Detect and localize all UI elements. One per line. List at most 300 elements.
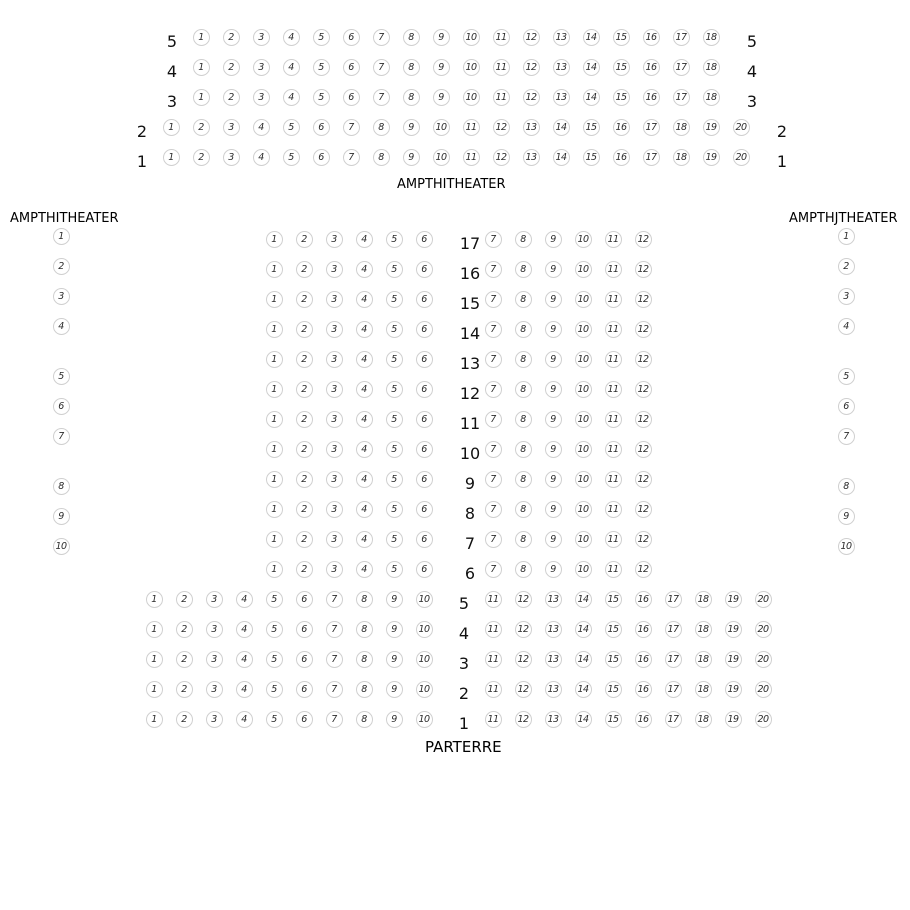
- parterre-seat[interactable]: 14: [575, 651, 592, 668]
- parterre-seat[interactable]: 13: [545, 621, 562, 638]
- amphitheater-seat[interactable]: 18: [703, 59, 720, 76]
- parterre-seat[interactable]: 5: [266, 621, 283, 638]
- parterre-seat[interactable]: 3: [206, 621, 223, 638]
- parterre-seat[interactable]: 2: [296, 561, 313, 578]
- amphitheater-seat[interactable]: 12: [493, 119, 510, 136]
- amphitheater-seat[interactable]: 15: [613, 29, 630, 46]
- parterre-seat[interactable]: 19: [725, 681, 742, 698]
- parterre-seat[interactable]: 11: [605, 441, 622, 458]
- parterre-seat[interactable]: 9: [545, 231, 562, 248]
- parterre-seat[interactable]: 5: [266, 651, 283, 668]
- amphitheater-seat[interactable]: 15: [583, 119, 600, 136]
- parterre-seat[interactable]: 5: [386, 561, 403, 578]
- parterre-seat[interactable]: 9: [386, 621, 403, 638]
- amphitheater-seat[interactable]: 3: [253, 59, 270, 76]
- parterre-seat[interactable]: 3: [326, 501, 343, 518]
- parterre-seat[interactable]: 12: [515, 651, 532, 668]
- parterre-seat[interactable]: 7: [326, 621, 343, 638]
- parterre-seat[interactable]: 2: [176, 711, 193, 728]
- parterre-seat[interactable]: 9: [545, 501, 562, 518]
- parterre-seat[interactable]: 8: [515, 441, 532, 458]
- parterre-seat[interactable]: 8: [356, 651, 373, 668]
- parterre-seat[interactable]: 20: [755, 621, 772, 638]
- amphitheater-seat[interactable]: 4: [283, 89, 300, 106]
- amphitheater-seat[interactable]: 10: [463, 59, 480, 76]
- parterre-seat[interactable]: 5: [386, 441, 403, 458]
- parterre-seat[interactable]: 6: [416, 441, 433, 458]
- parterre-seat[interactable]: 10: [575, 441, 592, 458]
- parterre-seat[interactable]: 11: [485, 651, 502, 668]
- parterre-seat[interactable]: 5: [386, 471, 403, 488]
- parterre-seat[interactable]: 9: [545, 291, 562, 308]
- amphitheater-seat[interactable]: 19: [703, 149, 720, 166]
- parterre-seat[interactable]: 4: [356, 231, 373, 248]
- parterre-seat[interactable]: 1: [266, 561, 283, 578]
- parterre-seat[interactable]: 3: [206, 711, 223, 728]
- amphitheater-seat[interactable]: 4: [253, 119, 270, 136]
- amphitheater-seat[interactable]: 16: [643, 29, 660, 46]
- parterre-seat[interactable]: 6: [416, 561, 433, 578]
- amphitheater-seat[interactable]: 17: [673, 29, 690, 46]
- amphitheater-side-seat-left[interactable]: 3: [53, 288, 70, 305]
- parterre-seat[interactable]: 18: [695, 621, 712, 638]
- parterre-seat[interactable]: 6: [416, 381, 433, 398]
- parterre-seat[interactable]: 4: [356, 381, 373, 398]
- amphitheater-seat[interactable]: 12: [523, 59, 540, 76]
- parterre-seat[interactable]: 10: [575, 291, 592, 308]
- parterre-seat[interactable]: 4: [356, 291, 373, 308]
- parterre-seat[interactable]: 4: [356, 531, 373, 548]
- parterre-seat[interactable]: 8: [515, 561, 532, 578]
- parterre-seat[interactable]: 11: [605, 381, 622, 398]
- parterre-seat[interactable]: 17: [665, 651, 682, 668]
- parterre-seat[interactable]: 4: [356, 261, 373, 278]
- parterre-seat[interactable]: 10: [575, 411, 592, 428]
- parterre-seat[interactable]: 12: [635, 351, 652, 368]
- amphitheater-seat[interactable]: 13: [553, 29, 570, 46]
- amphitheater-seat[interactable]: 19: [703, 119, 720, 136]
- amphitheater-seat[interactable]: 3: [223, 149, 240, 166]
- parterre-seat[interactable]: 11: [605, 231, 622, 248]
- amphitheater-seat[interactable]: 14: [583, 59, 600, 76]
- parterre-seat[interactable]: 3: [326, 561, 343, 578]
- amphitheater-seat[interactable]: 13: [523, 119, 540, 136]
- parterre-seat[interactable]: 13: [545, 591, 562, 608]
- parterre-seat[interactable]: 8: [515, 321, 532, 338]
- parterre-seat[interactable]: 5: [386, 381, 403, 398]
- amphitheater-seat[interactable]: 1: [163, 149, 180, 166]
- parterre-seat[interactable]: 12: [515, 711, 532, 728]
- amphitheater-seat[interactable]: 17: [673, 59, 690, 76]
- amphitheater-seat[interactable]: 7: [373, 59, 390, 76]
- parterre-seat[interactable]: 3: [206, 681, 223, 698]
- parterre-seat[interactable]: 7: [326, 651, 343, 668]
- amphitheater-seat[interactable]: 16: [613, 149, 630, 166]
- amphitheater-seat[interactable]: 8: [403, 29, 420, 46]
- parterre-seat[interactable]: 1: [146, 591, 163, 608]
- parterre-seat[interactable]: 12: [515, 621, 532, 638]
- parterre-seat[interactable]: 12: [635, 471, 652, 488]
- parterre-seat[interactable]: 6: [296, 711, 313, 728]
- parterre-seat[interactable]: 14: [575, 621, 592, 638]
- parterre-seat[interactable]: 7: [485, 411, 502, 428]
- amphitheater-seat[interactable]: 4: [283, 29, 300, 46]
- parterre-seat[interactable]: 5: [386, 531, 403, 548]
- parterre-seat[interactable]: 6: [296, 651, 313, 668]
- parterre-seat[interactable]: 9: [386, 651, 403, 668]
- parterre-seat[interactable]: 2: [296, 381, 313, 398]
- amphitheater-seat[interactable]: 10: [463, 89, 480, 106]
- parterre-seat[interactable]: 13: [545, 711, 562, 728]
- parterre-seat[interactable]: 20: [755, 711, 772, 728]
- parterre-seat[interactable]: 1: [266, 351, 283, 368]
- parterre-seat[interactable]: 2: [296, 291, 313, 308]
- parterre-seat[interactable]: 10: [416, 681, 433, 698]
- parterre-seat[interactable]: 2: [296, 501, 313, 518]
- parterre-seat[interactable]: 12: [635, 441, 652, 458]
- parterre-seat[interactable]: 1: [266, 291, 283, 308]
- parterre-seat[interactable]: 11: [605, 351, 622, 368]
- parterre-seat[interactable]: 8: [515, 231, 532, 248]
- parterre-seat[interactable]: 1: [266, 231, 283, 248]
- parterre-seat[interactable]: 8: [515, 261, 532, 278]
- parterre-seat[interactable]: 4: [356, 501, 373, 518]
- parterre-seat[interactable]: 7: [485, 531, 502, 548]
- amphitheater-side-seat-right[interactable]: 8: [838, 478, 855, 495]
- parterre-seat[interactable]: 6: [416, 471, 433, 488]
- amphitheater-seat[interactable]: 6: [313, 119, 330, 136]
- parterre-seat[interactable]: 9: [545, 441, 562, 458]
- parterre-seat[interactable]: 14: [575, 591, 592, 608]
- parterre-seat[interactable]: 10: [416, 591, 433, 608]
- parterre-seat[interactable]: 15: [605, 681, 622, 698]
- parterre-seat[interactable]: 16: [635, 591, 652, 608]
- amphitheater-side-seat-right[interactable]: 3: [838, 288, 855, 305]
- parterre-seat[interactable]: 12: [635, 561, 652, 578]
- parterre-seat[interactable]: 1: [266, 441, 283, 458]
- parterre-seat[interactable]: 17: [665, 681, 682, 698]
- parterre-seat[interactable]: 5: [266, 591, 283, 608]
- parterre-seat[interactable]: 18: [695, 651, 712, 668]
- amphitheater-seat[interactable]: 15: [583, 149, 600, 166]
- parterre-seat[interactable]: 10: [575, 531, 592, 548]
- parterre-seat[interactable]: 8: [515, 411, 532, 428]
- parterre-seat[interactable]: 18: [695, 681, 712, 698]
- parterre-seat[interactable]: 3: [326, 291, 343, 308]
- amphitheater-seat[interactable]: 12: [523, 29, 540, 46]
- amphitheater-seat[interactable]: 9: [403, 119, 420, 136]
- amphitheater-seat[interactable]: 12: [493, 149, 510, 166]
- amphitheater-seat[interactable]: 6: [313, 149, 330, 166]
- amphitheater-seat[interactable]: 1: [193, 59, 210, 76]
- parterre-seat[interactable]: 4: [236, 681, 253, 698]
- parterre-seat[interactable]: 1: [266, 381, 283, 398]
- parterre-seat[interactable]: 2: [176, 591, 193, 608]
- parterre-seat[interactable]: 18: [695, 591, 712, 608]
- parterre-seat[interactable]: 1: [266, 411, 283, 428]
- parterre-seat[interactable]: 6: [416, 291, 433, 308]
- parterre-seat[interactable]: 6: [296, 621, 313, 638]
- parterre-seat[interactable]: 1: [266, 531, 283, 548]
- parterre-seat[interactable]: 20: [755, 651, 772, 668]
- parterre-seat[interactable]: 12: [515, 591, 532, 608]
- parterre-seat[interactable]: 5: [386, 291, 403, 308]
- parterre-seat[interactable]: 11: [605, 291, 622, 308]
- parterre-seat[interactable]: 8: [515, 351, 532, 368]
- parterre-seat[interactable]: 4: [236, 651, 253, 668]
- parterre-seat[interactable]: 4: [236, 711, 253, 728]
- parterre-seat[interactable]: 8: [356, 711, 373, 728]
- parterre-seat[interactable]: 17: [665, 591, 682, 608]
- amphitheater-side-seat-right[interactable]: 6: [838, 398, 855, 415]
- parterre-seat[interactable]: 14: [575, 711, 592, 728]
- parterre-seat[interactable]: 2: [296, 321, 313, 338]
- parterre-seat[interactable]: 3: [326, 471, 343, 488]
- parterre-seat[interactable]: 2: [296, 351, 313, 368]
- amphitheater-seat[interactable]: 5: [313, 59, 330, 76]
- parterre-seat[interactable]: 16: [635, 711, 652, 728]
- amphitheater-side-seat-left[interactable]: 4: [53, 318, 70, 335]
- parterre-seat[interactable]: 9: [545, 411, 562, 428]
- amphitheater-seat[interactable]: 5: [283, 119, 300, 136]
- amphitheater-seat[interactable]: 18: [673, 119, 690, 136]
- parterre-seat[interactable]: 13: [545, 681, 562, 698]
- amphitheater-seat[interactable]: 12: [523, 89, 540, 106]
- amphitheater-seat[interactable]: 5: [283, 149, 300, 166]
- parterre-seat[interactable]: 9: [545, 561, 562, 578]
- parterre-seat[interactable]: 6: [416, 231, 433, 248]
- parterre-seat[interactable]: 12: [635, 381, 652, 398]
- amphitheater-seat[interactable]: 15: [613, 89, 630, 106]
- amphitheater-seat[interactable]: 11: [493, 89, 510, 106]
- parterre-seat[interactable]: 17: [665, 711, 682, 728]
- parterre-seat[interactable]: 7: [485, 351, 502, 368]
- amphitheater-side-seat-left[interactable]: 2: [53, 258, 70, 275]
- parterre-seat[interactable]: 2: [176, 621, 193, 638]
- amphitheater-seat[interactable]: 3: [253, 29, 270, 46]
- amphitheater-seat[interactable]: 10: [433, 149, 450, 166]
- parterre-seat[interactable]: 12: [635, 411, 652, 428]
- amphitheater-side-seat-right[interactable]: 4: [838, 318, 855, 335]
- amphitheater-side-seat-right[interactable]: 10: [838, 538, 855, 555]
- parterre-seat[interactable]: 11: [605, 501, 622, 518]
- parterre-seat[interactable]: 2: [296, 531, 313, 548]
- parterre-seat[interactable]: 9: [545, 471, 562, 488]
- parterre-seat[interactable]: 2: [176, 681, 193, 698]
- parterre-seat[interactable]: 1: [146, 621, 163, 638]
- amphitheater-seat[interactable]: 14: [583, 89, 600, 106]
- amphitheater-seat[interactable]: 10: [433, 119, 450, 136]
- parterre-seat[interactable]: 6: [416, 411, 433, 428]
- parterre-seat[interactable]: 7: [485, 291, 502, 308]
- parterre-seat[interactable]: 9: [545, 351, 562, 368]
- amphitheater-side-seat-left[interactable]: 6: [53, 398, 70, 415]
- amphitheater-seat[interactable]: 17: [643, 119, 660, 136]
- parterre-seat[interactable]: 12: [635, 291, 652, 308]
- amphitheater-seat[interactable]: 10: [463, 29, 480, 46]
- parterre-seat[interactable]: 5: [266, 681, 283, 698]
- amphitheater-seat[interactable]: 17: [643, 149, 660, 166]
- amphitheater-seat[interactable]: 16: [643, 59, 660, 76]
- parterre-seat[interactable]: 10: [416, 621, 433, 638]
- parterre-seat[interactable]: 1: [146, 651, 163, 668]
- amphitheater-seat[interactable]: 1: [193, 89, 210, 106]
- amphitheater-seat[interactable]: 9: [433, 89, 450, 106]
- parterre-seat[interactable]: 7: [326, 681, 343, 698]
- parterre-seat[interactable]: 1: [266, 471, 283, 488]
- amphitheater-seat[interactable]: 9: [433, 29, 450, 46]
- parterre-seat[interactable]: 15: [605, 621, 622, 638]
- parterre-seat[interactable]: 5: [386, 351, 403, 368]
- parterre-seat[interactable]: 10: [575, 381, 592, 398]
- parterre-seat[interactable]: 9: [386, 591, 403, 608]
- parterre-seat[interactable]: 9: [545, 531, 562, 548]
- amphitheater-seat[interactable]: 3: [223, 119, 240, 136]
- amphitheater-seat[interactable]: 7: [373, 89, 390, 106]
- parterre-seat[interactable]: 16: [635, 651, 652, 668]
- parterre-seat[interactable]: 11: [605, 411, 622, 428]
- parterre-seat[interactable]: 8: [515, 501, 532, 518]
- parterre-seat[interactable]: 5: [386, 231, 403, 248]
- parterre-seat[interactable]: 11: [605, 261, 622, 278]
- parterre-seat[interactable]: 10: [575, 321, 592, 338]
- amphitheater-seat[interactable]: 20: [733, 119, 750, 136]
- amphitheater-seat[interactable]: 6: [343, 89, 360, 106]
- amphitheater-side-seat-right[interactable]: 9: [838, 508, 855, 525]
- parterre-seat[interactable]: 10: [416, 711, 433, 728]
- parterre-seat[interactable]: 6: [296, 591, 313, 608]
- parterre-seat[interactable]: 8: [356, 681, 373, 698]
- parterre-seat[interactable]: 5: [386, 321, 403, 338]
- parterre-seat[interactable]: 4: [236, 621, 253, 638]
- amphitheater-side-seat-left[interactable]: 8: [53, 478, 70, 495]
- parterre-seat[interactable]: 2: [176, 651, 193, 668]
- amphitheater-seat[interactable]: 8: [373, 119, 390, 136]
- parterre-seat[interactable]: 8: [515, 471, 532, 488]
- amphitheater-side-seat-right[interactable]: 7: [838, 428, 855, 445]
- parterre-seat[interactable]: 6: [416, 321, 433, 338]
- parterre-seat[interactable]: 3: [326, 321, 343, 338]
- parterre-seat[interactable]: 7: [326, 711, 343, 728]
- parterre-seat[interactable]: 12: [635, 231, 652, 248]
- amphitheater-seat[interactable]: 14: [583, 29, 600, 46]
- parterre-seat[interactable]: 18: [695, 711, 712, 728]
- parterre-seat[interactable]: 16: [635, 681, 652, 698]
- parterre-seat[interactable]: 7: [485, 441, 502, 458]
- parterre-seat[interactable]: 6: [416, 501, 433, 518]
- amphitheater-seat[interactable]: 2: [223, 59, 240, 76]
- parterre-seat[interactable]: 7: [485, 501, 502, 518]
- parterre-seat[interactable]: 7: [485, 381, 502, 398]
- parterre-seat[interactable]: 10: [575, 471, 592, 488]
- parterre-seat[interactable]: 8: [356, 621, 373, 638]
- parterre-seat[interactable]: 19: [725, 711, 742, 728]
- parterre-seat[interactable]: 1: [146, 711, 163, 728]
- parterre-seat[interactable]: 9: [545, 321, 562, 338]
- parterre-seat[interactable]: 3: [326, 411, 343, 428]
- amphitheater-seat[interactable]: 5: [313, 89, 330, 106]
- amphitheater-seat[interactable]: 4: [283, 59, 300, 76]
- parterre-seat[interactable]: 4: [356, 321, 373, 338]
- amphitheater-seat[interactable]: 7: [373, 29, 390, 46]
- parterre-seat[interactable]: 9: [386, 711, 403, 728]
- amphitheater-side-seat-left[interactable]: 5: [53, 368, 70, 385]
- parterre-seat[interactable]: 15: [605, 591, 622, 608]
- parterre-seat[interactable]: 3: [326, 351, 343, 368]
- parterre-seat[interactable]: 17: [665, 621, 682, 638]
- amphitheater-seat[interactable]: 8: [373, 149, 390, 166]
- parterre-seat[interactable]: 7: [485, 561, 502, 578]
- amphitheater-side-seat-right[interactable]: 2: [838, 258, 855, 275]
- amphitheater-seat[interactable]: 18: [703, 89, 720, 106]
- parterre-seat[interactable]: 14: [575, 681, 592, 698]
- amphitheater-seat[interactable]: 7: [343, 149, 360, 166]
- parterre-seat[interactable]: 11: [605, 321, 622, 338]
- amphitheater-side-seat-left[interactable]: 7: [53, 428, 70, 445]
- parterre-seat[interactable]: 6: [416, 261, 433, 278]
- amphitheater-seat[interactable]: 4: [253, 149, 270, 166]
- amphitheater-seat[interactable]: 6: [343, 29, 360, 46]
- parterre-seat[interactable]: 12: [635, 261, 652, 278]
- parterre-seat[interactable]: 8: [515, 381, 532, 398]
- amphitheater-seat[interactable]: 5: [313, 29, 330, 46]
- amphitheater-seat[interactable]: 6: [343, 59, 360, 76]
- parterre-seat[interactable]: 2: [296, 231, 313, 248]
- parterre-seat[interactable]: 9: [545, 261, 562, 278]
- parterre-seat[interactable]: 3: [326, 531, 343, 548]
- parterre-seat[interactable]: 3: [206, 651, 223, 668]
- parterre-seat[interactable]: 2: [296, 261, 313, 278]
- parterre-seat[interactable]: 3: [326, 231, 343, 248]
- amphitheater-seat[interactable]: 2: [223, 89, 240, 106]
- parterre-seat[interactable]: 15: [605, 711, 622, 728]
- parterre-seat[interactable]: 8: [356, 591, 373, 608]
- parterre-seat[interactable]: 3: [326, 261, 343, 278]
- parterre-seat[interactable]: 8: [515, 531, 532, 548]
- amphitheater-seat[interactable]: 9: [403, 149, 420, 166]
- parterre-seat[interactable]: 3: [206, 591, 223, 608]
- parterre-seat[interactable]: 11: [485, 591, 502, 608]
- parterre-seat[interactable]: 5: [266, 711, 283, 728]
- parterre-seat[interactable]: 13: [545, 651, 562, 668]
- amphitheater-seat[interactable]: 7: [343, 119, 360, 136]
- amphitheater-seat[interactable]: 2: [193, 149, 210, 166]
- parterre-seat[interactable]: 12: [635, 321, 652, 338]
- amphitheater-seat[interactable]: 13: [553, 59, 570, 76]
- amphitheater-side-seat-left[interactable]: 9: [53, 508, 70, 525]
- parterre-seat[interactable]: 15: [605, 651, 622, 668]
- parterre-seat[interactable]: 3: [326, 381, 343, 398]
- parterre-seat[interactable]: 19: [725, 651, 742, 668]
- amphitheater-seat[interactable]: 8: [403, 59, 420, 76]
- parterre-seat[interactable]: 10: [575, 501, 592, 518]
- amphitheater-seat[interactable]: 13: [523, 149, 540, 166]
- parterre-seat[interactable]: 4: [356, 351, 373, 368]
- parterre-seat[interactable]: 10: [416, 651, 433, 668]
- amphitheater-seat[interactable]: 1: [193, 29, 210, 46]
- amphitheater-seat[interactable]: 3: [253, 89, 270, 106]
- parterre-seat[interactable]: 6: [296, 681, 313, 698]
- parterre-seat[interactable]: 11: [605, 561, 622, 578]
- amphitheater-seat[interactable]: 20: [733, 149, 750, 166]
- parterre-seat[interactable]: 5: [386, 261, 403, 278]
- parterre-seat[interactable]: 7: [485, 261, 502, 278]
- amphitheater-seat[interactable]: 2: [193, 119, 210, 136]
- amphitheater-seat[interactable]: 14: [553, 119, 570, 136]
- parterre-seat[interactable]: 1: [146, 681, 163, 698]
- parterre-seat[interactable]: 1: [266, 321, 283, 338]
- amphitheater-seat[interactable]: 1: [163, 119, 180, 136]
